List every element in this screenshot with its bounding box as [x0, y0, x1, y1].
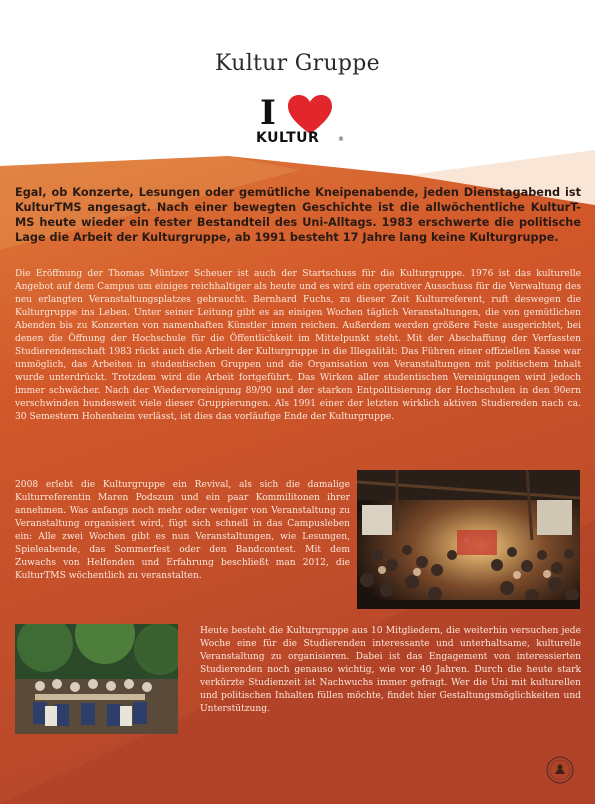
intro-paragraph: Egal, ob Konzerte, Lesungen oder gemütliche Kneipenabende, jeden Dienstagabend ist KulturTMS angesagt. Nach einer bewegten Geschichte ist die allwöchentliche KulturT-MS heute wieder ein fester Bestandteil des Uni-Alltags. 1983 erschwerte die politische Lage die Arbeit der Kulturgruppe, ab 1991 besteht 17 Jahre lang keine Kulturgruppe. [15, 186, 581, 244]
page-title: Kultur Gruppe [214, 51, 381, 76]
seal-icon [545, 755, 575, 785]
logo-letter: I [260, 93, 276, 133]
revival-paragraph: 2008 erlebt die Kulturgruppe ein Revival, als sich die damalige Kulturreferentin Maren Podszun und ein paar Kommilitonen ihrer annehmen. Was anfangs noch mehr oder weniger von Veranstaltung zu Veranstaltung organisiert wird, fügt sich schnell in das Campusleben ein: Alle zwei Wochen gibt es nun Veranstaltungen, wie Lesungen, Spieleabende, das Sommerfest oder den Bandcontest. Mit dem Zuwachs von Helfenden und Erfahrung beschließt man 2012, die KulturTMS wöchentlich zu veranstalten. [15, 480, 350, 581]
today-paragraph: Heute besteht die Kulturgruppe aus 10 Mitgliedern, die weiterhin versuchen jede Woche eine für die Studierenden interessante und unterhaltsame, kulturelle Veranstaltung zu organisieren. Dabei ist das Engagement von interessierten Studierenden noch genauso wichtig, wie vor 40 Jahren. Durch die heute stark verkürzte Studienzeit ist Nachwuchs immer gefragt. Wer die Uni mit kulturellen und politischen Inhalten füllen möchte, findet hier Gestaltungsmöglichkeiten und Unterstützung. [200, 626, 581, 714]
beer-garden-photo [15, 624, 178, 734]
registered-mark: ® [338, 136, 344, 143]
concert-crowd-photo [357, 470, 580, 609]
logo-word: KULTUR [256, 130, 320, 146]
history-paragraph: Die Eröffnung der Thomas Müntzer Scheuer ist auch der Startschuss für die Kulturgruppe. 1976 ist das kulturelle Angebot auf dem Campus um einiges reichhaltiger als heute und es wird ein operativer Ausschuss für die Verwaltung des neu erlangten Veranstaltungsplatzes gebraucht. Bernhard Fuchs, zu dieser Zeit Kulturreferent, ruft deswegen die Kulturgruppe ins Leben. Unter seiner Leitung gibt es an einigen Wochen täglich Veranstaltungen, die von gemütlichen Abenden bis zu Konzerten von namenhaften Künstler_innen reichen. Außerdem werden größere Feste ausgerichtet, bei denen die Öffnung der Hochschule für die Öffentlichkeit im Mittelpunkt steht. Mit der Abschaffung der Verfassten Studierendenschaft 1983 rückt auch die Arbeit der Kulturgruppe in die Illegalität: Das Führen einer offiziellen Kasse war unmöglich, das Arbeiten in studentischen Gruppen und die Organisation von Veranstaltungen mit politischem Inhalt wurde unterdrückt. Trotzdem wird die Arbeit fortgeführt. Das Wirken aller studentischen Vereinigungen wird jedoch immer schwächer. Nach der Wiedervereinigung 89/90 und der starken Entpolitisierung der Hochschulen in den 90ern verschwinden bundesweit viele dieser Gruppierungen. Als 1991 einer der letzten wirklich aktiven Studiereden nach ca. 30 Semestern Hohenheim verlässt, ist dies das vorläufige Ende der Kulturgruppe. [15, 269, 581, 422]
i-love-kultur-logo [256, 92, 348, 150]
